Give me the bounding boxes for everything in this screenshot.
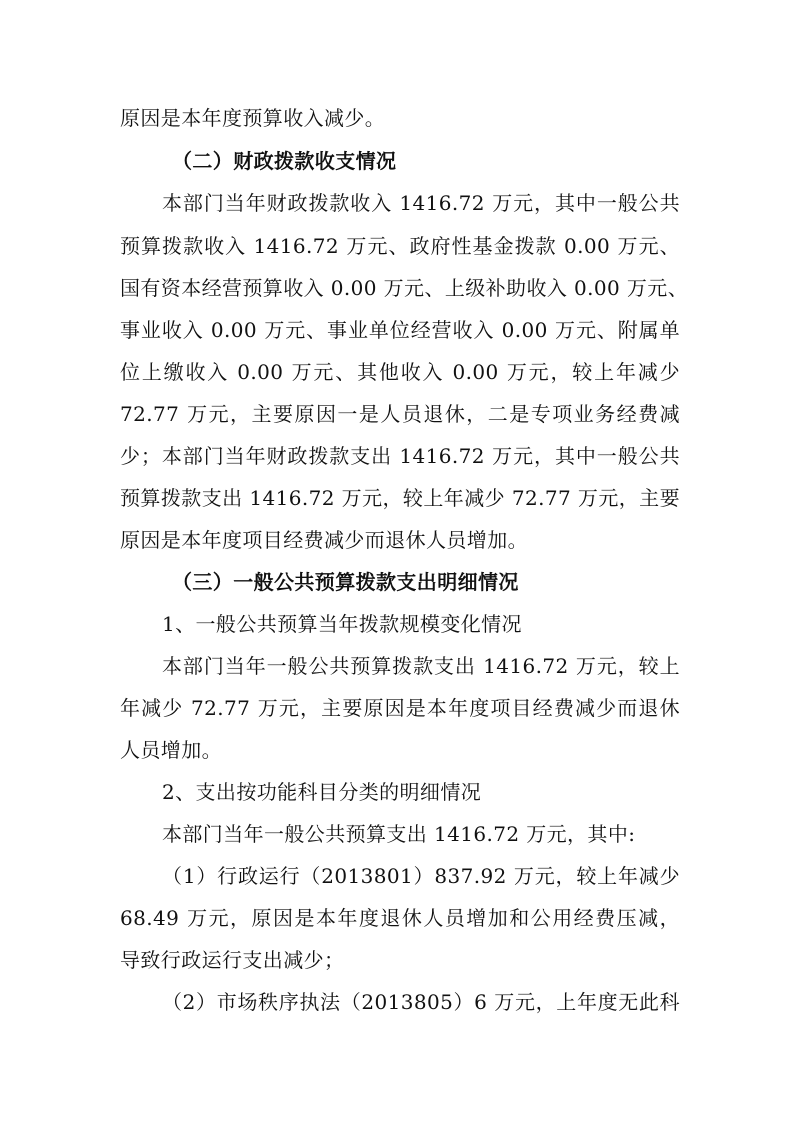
paragraph-line: 72.77 万元，主要原因一是人员退休，二是专项业务经费减 [120, 402, 680, 426]
paragraph-line: 年减少 72.77 万元，主要原因是本年度项目经费减少而退休 [120, 696, 680, 720]
paragraph-line: 事业收入 0.00 万元、事业单位经营收入 0.00 万元、附属单 [120, 318, 680, 342]
paragraph-line: 人员增加。 [120, 738, 222, 762]
list-item-line: 导致行政运行支出减少； [120, 948, 345, 972]
section-heading-general-budget-detail: （三）一般公共预算拨款支出明细情况 [172, 570, 519, 594]
subsection-heading: 2、支出按功能科目分类的明细情况 [162, 780, 482, 804]
paragraph-line: 本部门当年财政拨款收入 1416.72 万元，其中一般公共 [162, 191, 680, 215]
list-item-line: （2）市场秩序执法（2013805）6 万元，上年度无此科 [162, 990, 680, 1014]
list-item-line: （1）行政运行（2013801）837.92 万元，较上年减少 [162, 864, 680, 888]
paragraph-line: 原因是本年度预算收入减少。 [120, 106, 386, 130]
list-item-line: 68.49 万元，原因是本年度退休人员增加和公用经费压减， [120, 906, 680, 930]
paragraph-line: 预算拨款支出 1416.72 万元，较上年减少 72.77 万元，主要 [120, 486, 680, 510]
subsection-heading: 1、一般公共预算当年拨款规模变化情况 [162, 612, 522, 636]
paragraph-line: 少；本部门当年财政拨款支出 1416.72 万元，其中一般公共 [120, 444, 680, 468]
paragraph-line: 预算拨款收入 1416.72 万元、政府性基金拨款 0.00 万元、 [120, 234, 680, 258]
paragraph-line: 原因是本年度项目经费减少而退休人员增加。 [120, 528, 528, 552]
paragraph-line: 本部门当年一般公共预算拨款支出 1416.72 万元，较上 [162, 654, 680, 678]
paragraph-line: 本部门当年一般公共预算支出 1416.72 万元，其中: [162, 822, 636, 846]
paragraph-line: 国有资本经营预算收入 0.00 万元、上级补助收入 0.00 万元、 [120, 276, 689, 300]
paragraph-line: 位上缴收入 0.00 万元、其他收入 0.00 万元，较上年减少 [120, 360, 680, 384]
section-heading-fiscal-appropriation: （二）财政拨款收支情况 [172, 149, 397, 173]
